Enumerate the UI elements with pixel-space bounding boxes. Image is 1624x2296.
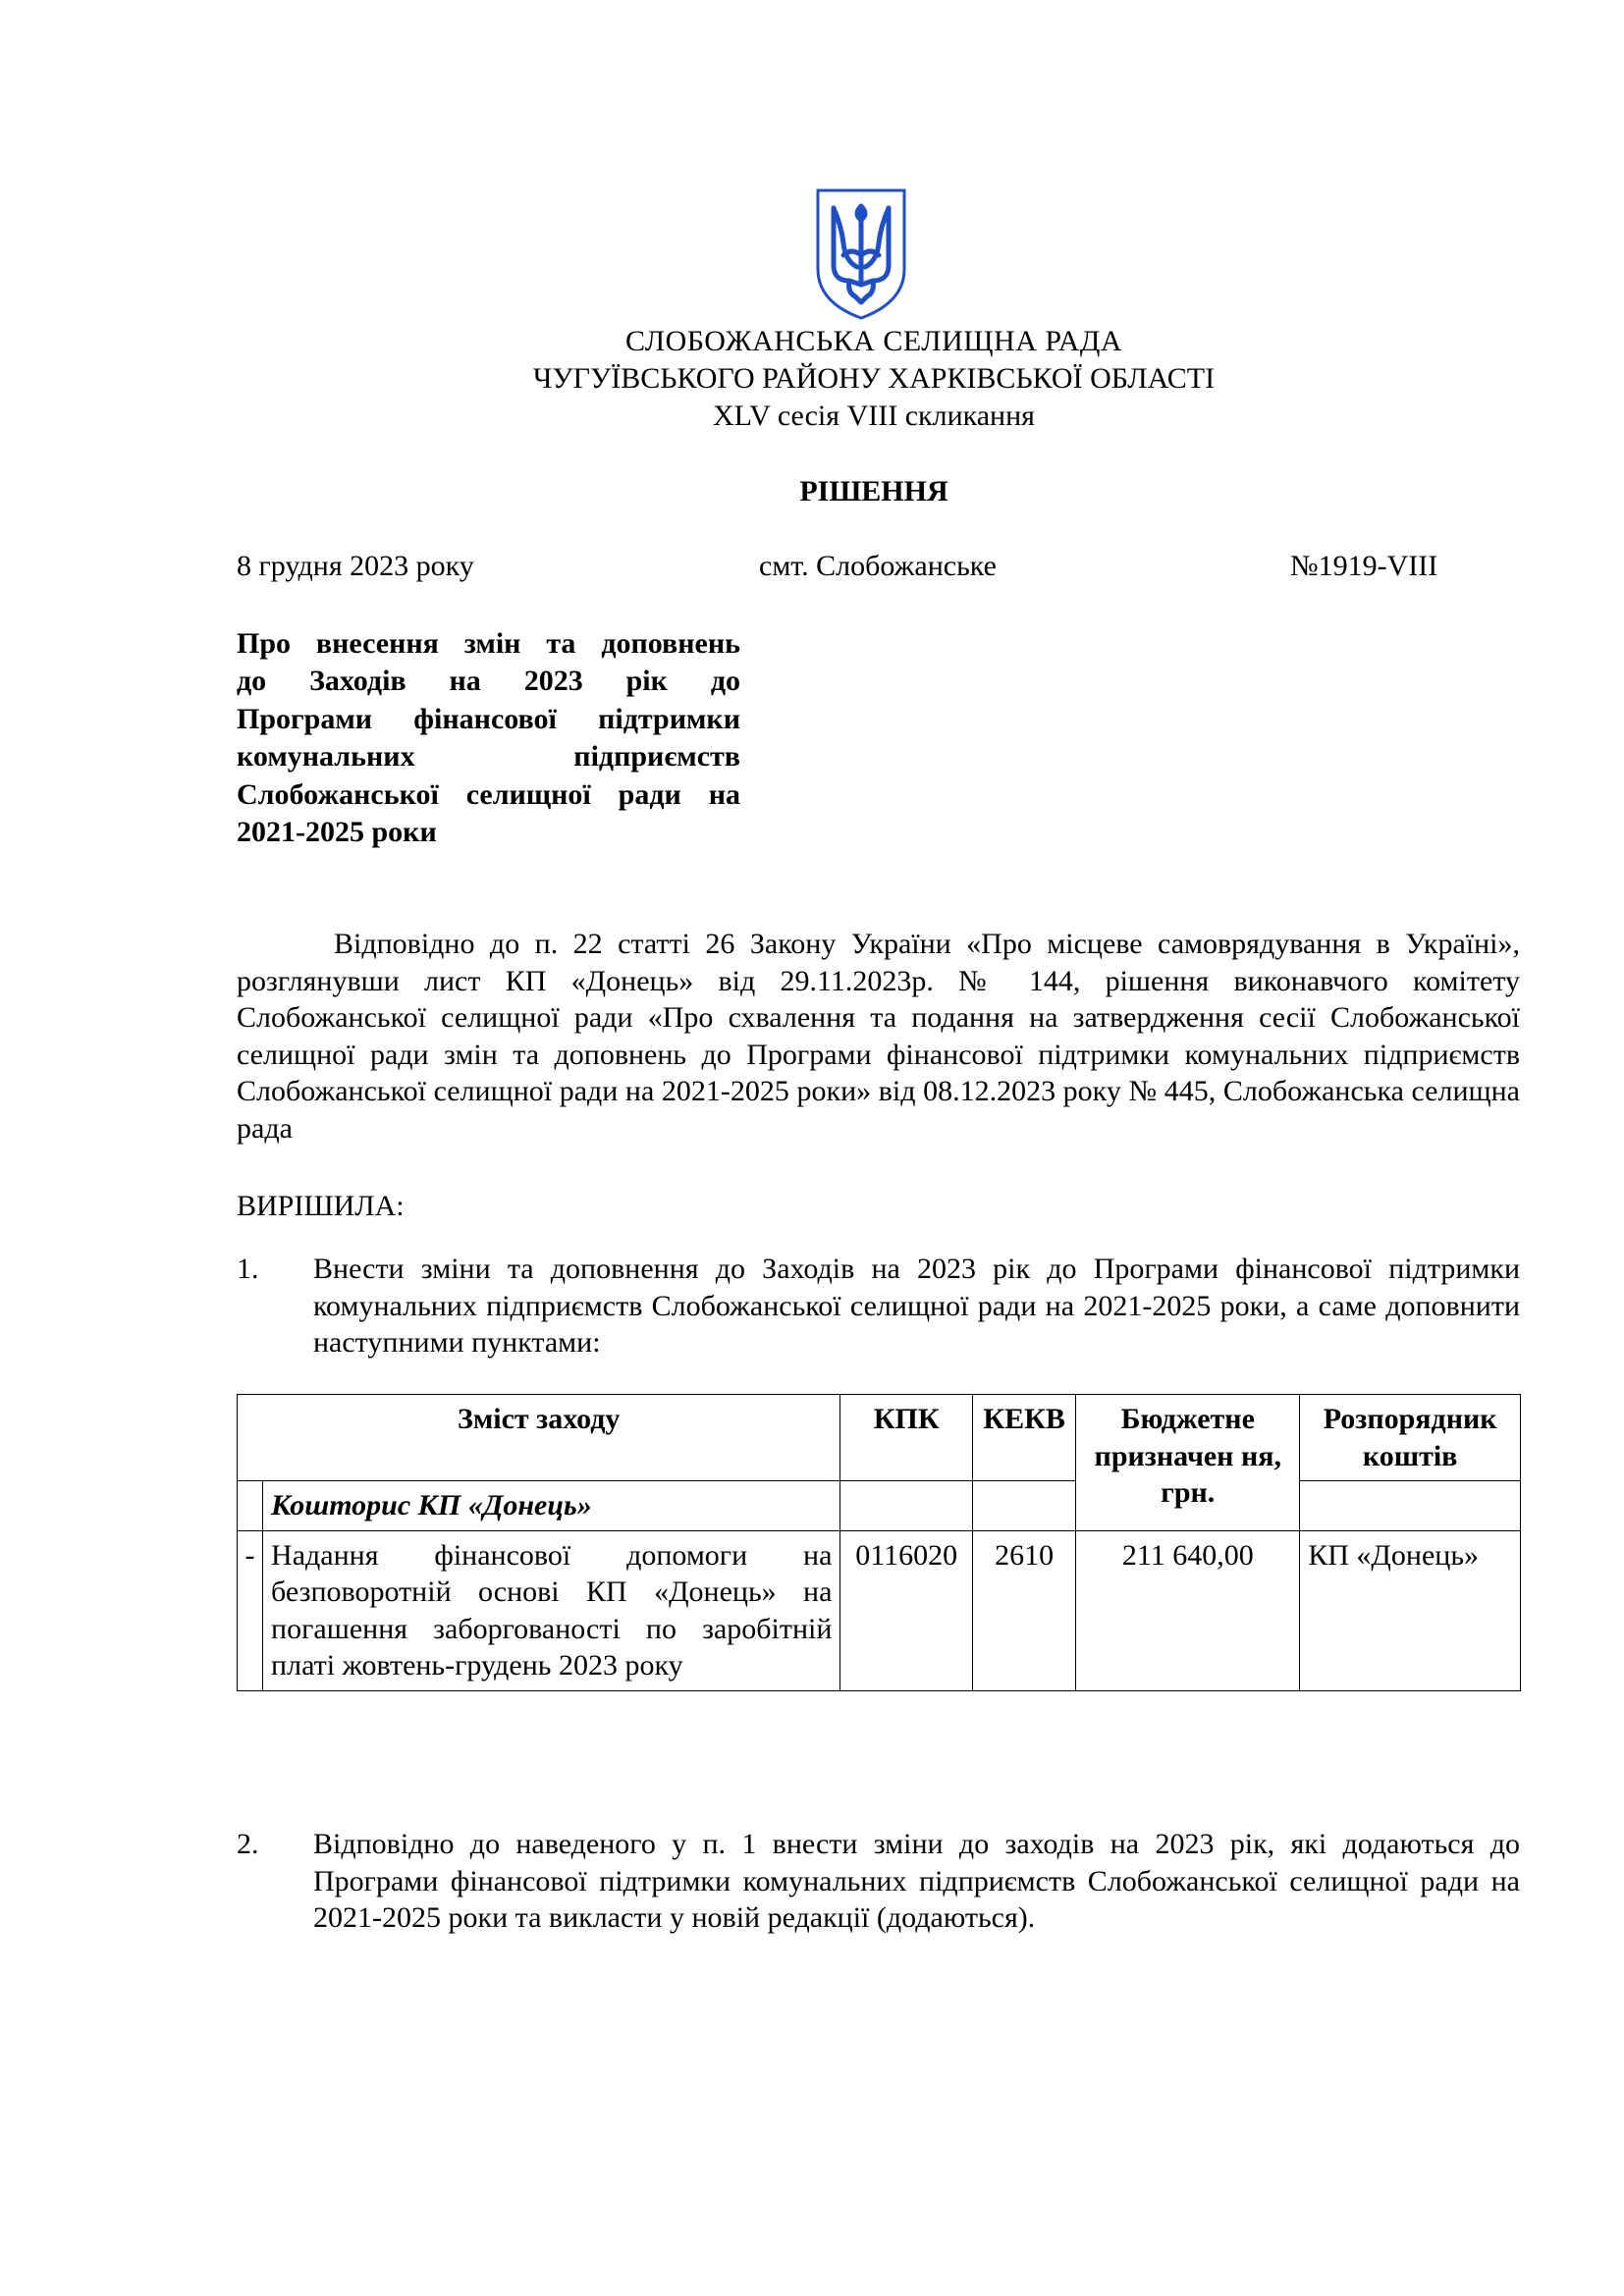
table-row (238, 1530, 1521, 1690)
measures-table (237, 1394, 1521, 1691)
row-dash: - (238, 1530, 263, 1690)
resolved-heading: ВИРІШИЛА: (237, 1190, 405, 1222)
decision-subject (237, 625, 740, 851)
decision-date: 8 грудня 2023 року (237, 550, 474, 582)
empty-cell (973, 1481, 1076, 1531)
item-text: Відповідно до наведеного у п. 1 внести зміни до заходів на 2023 рік, які додаються до Програми фінансової підтримки комунальних підприємств Слобожанської селищної ради на 2021-2025 роки та викласти у новій редакції (додаються). (313, 1828, 1520, 1934)
item-number: 1. (237, 1253, 259, 1285)
row-budget: 211 640,00 (1076, 1530, 1300, 1690)
subject-line: 2021-2025 роки (237, 816, 437, 849)
header-budget: Бюджетне призначен ня, грн. (1076, 1395, 1300, 1531)
preamble-paragraph: Відповідно до п. 22 статті 26 Закону України «Про місцеве самоврядування в Україні», розглянувши лист КП «Донець» від 29.11.2023р. № 144, рішення виконавчого комітету Слобожанської селищної ради «Про схвалення та подання на затвердження сесії Слобожанської селищної ради змін та доповнень до Програми фінансової підтримки комунальних підприємств Слобожанської селищної ради на 2021-2025 роки» від 08.12.2023 року № 445, Слобожанська селищна рада (237, 928, 1520, 1145)
subject-line: комунальних підприємств (237, 740, 740, 774)
row-kekv: 2610 (973, 1530, 1076, 1690)
section-dash-cell (238, 1481, 263, 1531)
header-content: Зміст заходу (238, 1395, 840, 1481)
header-kpk: КПК (840, 1395, 973, 1481)
item-number: 2. (237, 1828, 259, 1860)
empty-cell (840, 1481, 973, 1531)
subject-line: Про внесення змін та доповнень (237, 627, 740, 660)
subject-line: Слобожанської селищної ради на (237, 777, 740, 811)
subject-line: Програми фінансової підтримки (237, 702, 740, 735)
council-region: ЧУГУЇВСЬКОГО РАЙОНУ ХАРКІВСЬКОЇ ОБЛАСТІ (532, 362, 1216, 395)
header-manager: Розпорядник коштів (1300, 1395, 1521, 1481)
table-section-row (238, 1481, 1521, 1531)
header-kekv: КЕКВ (973, 1395, 1076, 1481)
decision-number: №1919-VIII (1290, 550, 1438, 582)
row-manager: КП «Донець» (1300, 1530, 1521, 1690)
decision-place: смт. Слобожанське (759, 550, 997, 582)
row-content: Надання фінансової допомоги на безповоротній основі КП «Донець» на погашення заборгованості по заробітній платі жовтень-грудень 2023 року (263, 1530, 840, 1690)
row-kpk: 0116020 (840, 1530, 973, 1690)
table-header-row (238, 1395, 1521, 1481)
coat-of-arms-icon (814, 187, 908, 322)
item-text: Внести зміни та доповнення до Заходів на 2023 рік до Програми фінансової підтримки комунальних підприємств Слобожанської селищної ради на 2021-2025 роки, а саме доповнити наступними пунктами: (313, 1253, 1520, 1359)
section-title: Кошторис КП «Донець» (263, 1481, 840, 1531)
session-info: XLV сесія VIII скликання (713, 400, 1035, 432)
subject-line: до Заходів на 2023 рік до (237, 665, 740, 698)
document-title: РІШЕННЯ (799, 475, 948, 507)
council-name: СЛОБОЖАНСЬКА СЕЛИЩНА РАДА (624, 325, 1123, 357)
empty-cell (1300, 1481, 1521, 1531)
